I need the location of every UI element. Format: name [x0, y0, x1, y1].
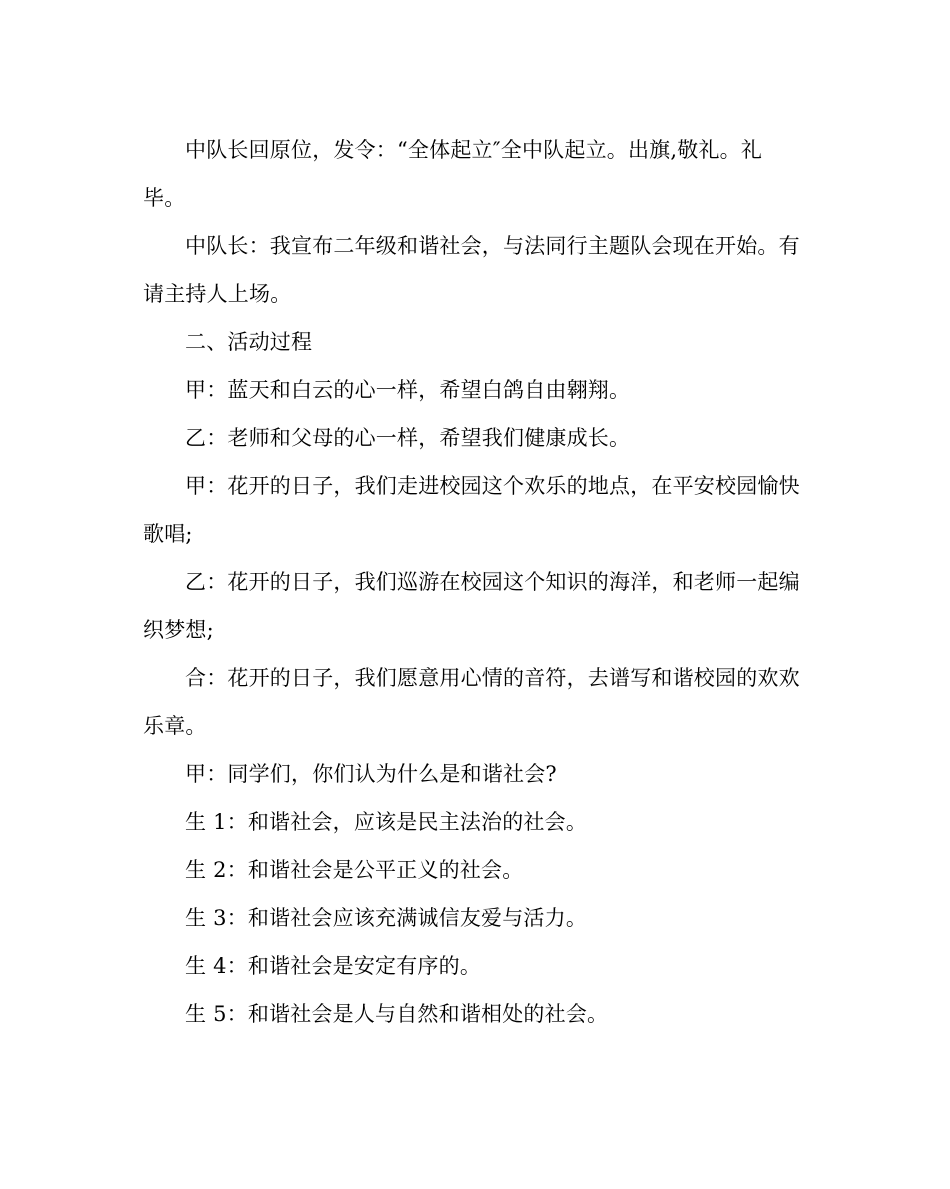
paragraph: 甲：花开的日子，我们走进校园这个欢乐的地点，在平安校园愉快歌唱; — [143, 474, 800, 546]
paragraph: 生 2：和谐社会是公平正义的社会。 — [185, 858, 524, 882]
document-body — [143, 126, 803, 1038]
section-heading: 二、活动过程 — [185, 330, 313, 354]
paragraph: 生 5：和谐社会是人与自然和谐相处的社会。 — [185, 1002, 609, 1026]
paragraph: 乙：花开的日子，我们巡游在校园这个知识的海洋，和老师一起编织梦想; — [143, 570, 800, 642]
paragraph: 甲：同学们，你们认为什么是和谐社会? — [185, 762, 557, 786]
paragraph: 乙：老师和父母的心一样，希望我们健康成长。 — [185, 426, 631, 450]
paragraph: 生 4：和谐社会是安定有序的。 — [185, 954, 482, 978]
paragraph: 合：花开的日子，我们愿意用心情的音符，去谱写和谐校园的欢欢乐章。 — [143, 666, 800, 738]
paragraph: 中队长回原位，发令：“全体起立″全中队起立。出旗,敬礼。礼毕。 — [143, 138, 763, 210]
paragraph: 中队长：我宣布二年级和谐社会，与法同行主题队会现在开始。有请主持人上场。 — [143, 234, 800, 306]
paragraph: 生 3：和谐社会应该充满诚信友爱与活力。 — [185, 906, 588, 930]
paragraph: 甲：蓝天和白云的心一样，希望白鸽自由翱翔。 — [185, 378, 631, 402]
paragraph: 生 1：和谐社会，应该是民主法治的社会。 — [185, 810, 588, 834]
